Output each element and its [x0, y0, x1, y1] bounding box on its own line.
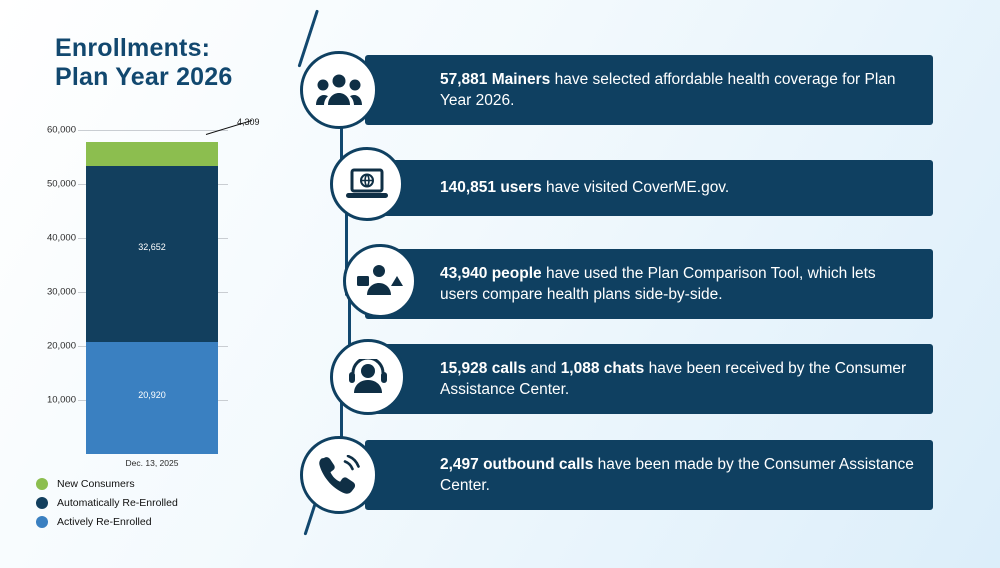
chart-panel — [0, 0, 290, 568]
stat-highlight: 43,940 people — [440, 264, 542, 282]
legend-item — [36, 516, 286, 528]
bar-segment-new-consumers-value: 4,309 — [237, 117, 260, 127]
plot-area — [82, 117, 260, 455]
laptop-globe-icon — [330, 147, 404, 221]
stat-highlight: 2,497 outbound calls — [440, 455, 594, 473]
legend-swatch-auto-reenrolled — [36, 497, 48, 509]
stat-highlight-2: 1,088 chats — [560, 359, 645, 377]
stat-text — [365, 69, 933, 112]
bar-segment-auto-reenrolled — [86, 166, 218, 342]
plan-comparison-icon — [343, 244, 417, 318]
stat-highlight: 140,851 users — [440, 179, 542, 197]
legend-label-auto-reenrolled: Automatically Re-Enrolled — [57, 497, 178, 509]
bar-segment-actively-reenrolled-value: 20,920 — [138, 390, 166, 400]
legend-label-new-consumers: New Consumers — [57, 478, 135, 490]
headset-agent-icon — [330, 339, 406, 415]
gridline-60000 — [78, 130, 228, 131]
stat-text — [365, 454, 933, 497]
stat-text — [365, 177, 747, 198]
y-tick-60000: 60,000 — [46, 124, 76, 136]
title-line-2: Plan Year 2026 — [55, 63, 233, 91]
stat-bar — [365, 440, 933, 510]
phone-outbound-icon — [300, 436, 378, 514]
stat-bar — [365, 344, 933, 414]
legend-swatch-new-consumers — [36, 478, 48, 490]
stats-panel — [290, 0, 1000, 568]
title-line-1: Enrollments: — [55, 34, 211, 62]
legend-swatch-actively-reenrolled — [36, 516, 48, 528]
stat-highlight: 15,928 calls — [440, 359, 527, 377]
page-title — [55, 34, 285, 92]
stat-text — [365, 263, 933, 306]
y-tick-30000: 30,000 — [46, 286, 76, 298]
stat-rest: have selected affordable health coverage for Plan Year 2026. — [440, 70, 896, 109]
stacked-bar-chart — [0, 117, 290, 470]
stat-rest: have visited CoverME.gov. — [541, 179, 730, 197]
stat-rest: have been made by the Consumer Assistance Center. — [440, 455, 914, 494]
bar-segment-auto-reenrolled-value: 32,652 — [138, 242, 166, 252]
y-tick-40000: 40,000 — [46, 232, 76, 244]
legend-item — [36, 478, 286, 490]
stat-bar — [365, 55, 933, 125]
y-tick-50000: 50,000 — [46, 178, 76, 190]
x-axis-caption: Dec. 13, 2025 — [125, 458, 179, 468]
stat-rest: have been received by the Consumer Assistance Center. — [440, 359, 907, 398]
stat-mid: and — [526, 359, 561, 377]
y-tick-10000: 10,000 — [46, 394, 76, 406]
stat-text — [365, 358, 933, 401]
y-axis-labels — [22, 120, 76, 460]
legend-label-actively-reenrolled: Actively Re-Enrolled — [57, 516, 152, 528]
bar-segment-actively-reenrolled — [86, 342, 218, 454]
stat-rest: have used the Plan Comparison Tool, which lets users compare health plans side-by-side. — [440, 264, 876, 303]
stat-bar — [365, 249, 933, 319]
y-tick-20000: 20,000 — [46, 340, 76, 352]
bar-segment-new-consumers — [86, 142, 218, 166]
people-group-icon — [300, 51, 378, 129]
stat-bar — [365, 160, 933, 216]
legend-item — [36, 497, 286, 509]
chart-legend — [36, 478, 286, 535]
stat-highlight: 57,881 Mainers — [440, 70, 551, 88]
